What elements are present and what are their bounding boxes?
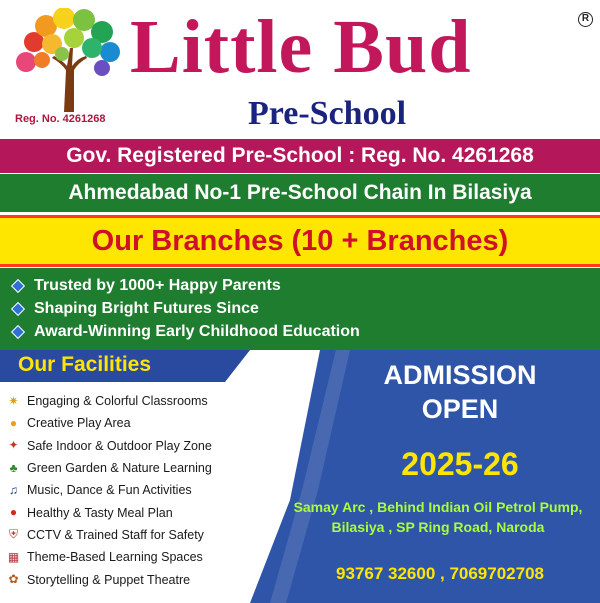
facility-item [6,479,306,501]
building-icon: ▦ [7,549,20,564]
puppet-icon: ✿ [8,572,19,587]
branches-band: Our Branches (10 + Branches) [0,215,600,267]
diamond-bullet-icon [11,278,25,292]
facility-label: Green Garden & Nature Learning [27,461,212,476]
tree-icon: ♣ [9,460,18,475]
palette-icon: ● [9,415,18,430]
highlight-item [10,320,600,343]
facility-label: Creative Play Area [27,416,131,431]
facilities-list [6,390,306,591]
diamond-bullet-icon [11,324,25,338]
facility-label: Storytelling & Puppet Theatre [27,572,191,587]
facility-item [6,568,306,590]
highlight-item [10,297,600,320]
facility-label: Engaging & Colorful Classrooms [27,394,208,409]
facility-item [6,412,306,434]
gov-registered-band: Gov. Registered Pre-School : Reg. No. 4261268 [0,139,600,173]
facility-item [6,546,306,568]
facility-item [6,524,306,546]
facility-label: Healthy & Tasty Meal Plan [27,505,173,520]
facility-item [6,435,306,457]
facility-label: CCTV & Trained Staff for Safety [27,527,204,542]
facilities-title: Our Facilities [18,353,152,376]
reg-number-small: Reg. No. 4261268 [15,113,106,125]
brand-title: Little Bud [130,5,472,89]
highlight-text: Award-Winning Early Childhood Education [34,322,360,340]
highlight-item [10,274,600,297]
highlight-text: Trusted by 1000+ Happy Parents [34,276,281,294]
music-icon: ♫ [9,482,18,497]
highlight-text: Shaping Bright Futures Since [34,299,259,317]
facility-label: Safe Indoor & Outdoor Play Zone [27,438,212,453]
sparkle-icon: ✷ [8,393,19,408]
diamond-bullet-icon [11,301,25,315]
admission-heading: ADMISSION [383,360,537,390]
facility-item [6,390,306,412]
facility-label: Music, Dance & Fun Activities [27,483,192,498]
brand-subtitle: Pre-School [248,95,407,132]
apple-icon: ● [9,505,18,520]
admission-open: OPEN [421,394,499,424]
tree-logo-icon [12,8,124,112]
registered-mark-icon: R [578,12,593,27]
shield-icon: ⛨ [8,527,18,542]
highlights-box [0,268,600,350]
address: Samay Arc , Behind Indian Oil Petrol Pump, Bilasiya , SP Ring Road, Naroda [293,499,583,535]
running-child-icon: ✦ [8,438,19,453]
facility-label: Theme-Based Learning Spaces [27,550,203,565]
phone-numbers: 93767 32600 , 7069702708 [336,564,544,583]
facility-item [6,501,306,523]
academic-year: 2025-26 [401,446,519,482]
facility-item [6,457,306,479]
chain-band: Ahmedabad No-1 Pre-School Chain In Bilasiya [0,174,600,212]
